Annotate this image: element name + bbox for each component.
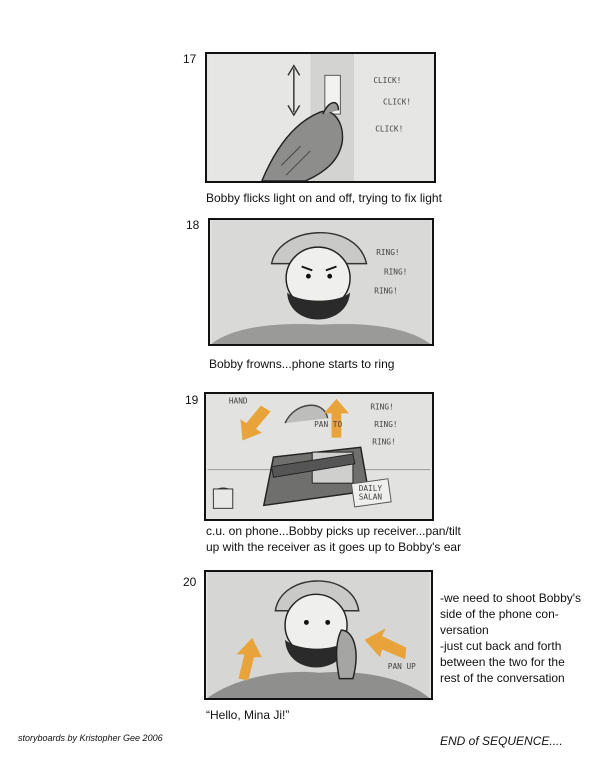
annotation-label: PAN UP <box>387 661 416 671</box>
panel-20-notes <box>440 590 581 686</box>
annotation-label: DAILY <box>358 483 383 493</box>
storyboard-credit: storyboards by Kristopher Gee 2006 <box>18 733 163 743</box>
note-line: side of the phone con- <box>440 607 559 621</box>
storyboard-frame-17 <box>205 52 436 183</box>
panel-caption: Bobby frowns...phone starts to ring <box>209 357 395 371</box>
sketch-light-switch <box>207 54 434 181</box>
panel-caption: Bobby flicks light on and off, trying to fix light <box>206 191 442 205</box>
storyboard-frame-20 <box>204 570 433 700</box>
sketch-bobby-on-phone <box>206 572 431 698</box>
panel-number: 18 <box>186 218 200 232</box>
storyboard-frame-18 <box>208 218 434 346</box>
sfx-text: RING! <box>372 437 396 447</box>
end-of-sequence: END of SEQUENCE.... <box>440 734 563 748</box>
sketch-phone-closeup <box>206 394 432 519</box>
panel-number: 17 <box>183 52 197 66</box>
note-line: between the two for the <box>440 655 565 669</box>
note-line: rest of the conversation <box>440 671 565 685</box>
sfx-text: RING! <box>370 402 394 412</box>
caption-line: up with the receiver as it goes up to Bobby's ear <box>206 540 462 554</box>
note-line: -we need to shoot Bobby's <box>440 591 582 605</box>
note-line: -just cut back and forth <box>440 639 562 653</box>
annotation-label: PAN TO <box>314 419 343 429</box>
panel-number: 20 <box>183 575 197 589</box>
sfx-text: CLICK! <box>373 76 402 86</box>
panel-caption: “Hello, Mina Ji!” <box>206 708 290 722</box>
sketch-bobby-frown <box>210 220 432 344</box>
caption-line: c.u. on phone...Bobby picks up receiver...pan/tilt <box>206 524 461 538</box>
annotation-label: HAND <box>228 396 248 406</box>
sfx-text: RING! <box>374 286 398 296</box>
sfx-text: RING! <box>374 419 398 429</box>
sfx-text: RING! <box>376 247 400 257</box>
sfx-text: CLICK! <box>383 97 412 107</box>
note-line: versation <box>440 623 489 637</box>
storyboard-frame-19 <box>204 392 434 521</box>
annotation-label: SALAN <box>358 492 383 502</box>
panel-caption <box>206 523 461 555</box>
sfx-text: CLICK! <box>375 124 404 134</box>
panel-number: 19 <box>185 393 199 407</box>
sfx-text: RING! <box>383 267 408 277</box>
